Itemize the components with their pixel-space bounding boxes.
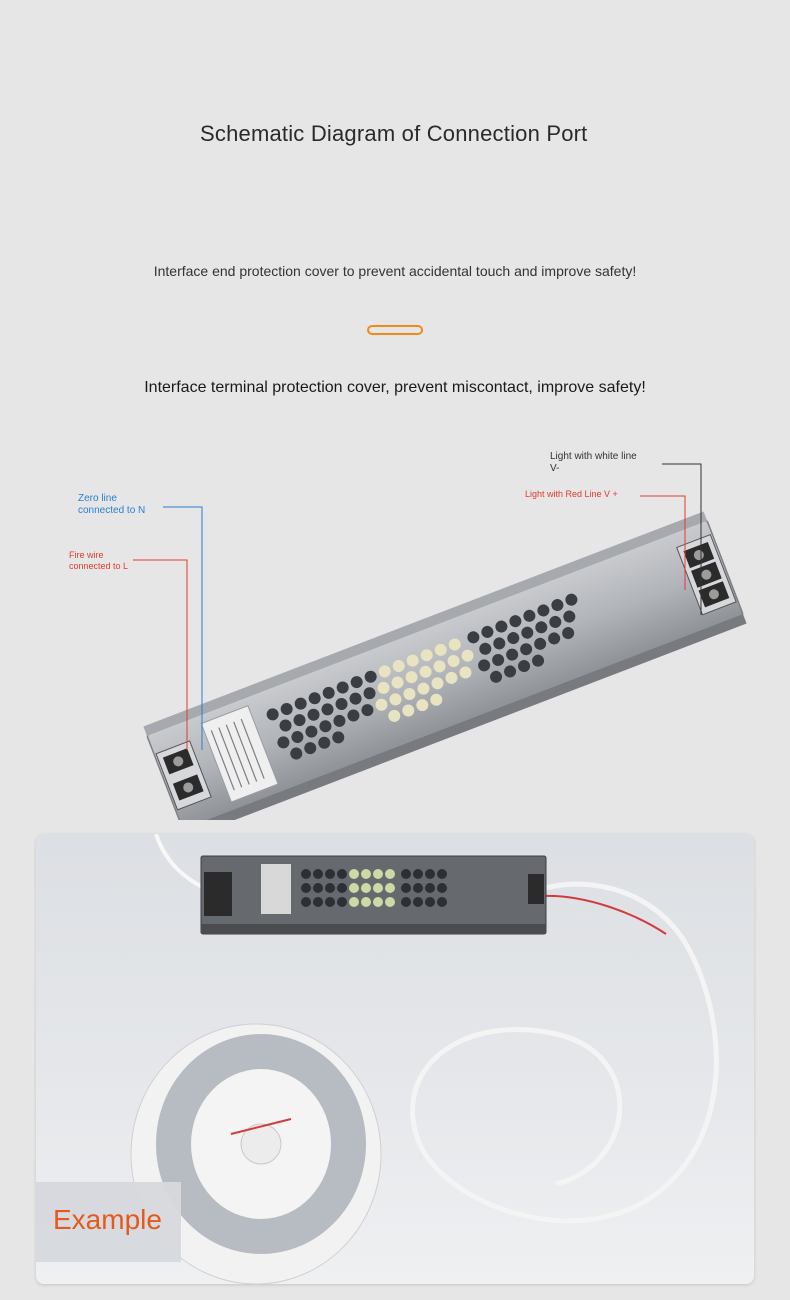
red-line-label: Light with Red Line V +: [525, 489, 618, 499]
accent-divider: [367, 325, 423, 335]
example-label: Example: [53, 1204, 162, 1235]
white-line-label: [550, 451, 637, 475]
page-title: Schematic Diagram of Connection Port: [200, 121, 588, 146]
white-line-label-line1: Light with white line: [550, 451, 637, 462]
fire-wire-label-line2: connected to L: [69, 561, 129, 571]
zero-line-label: [78, 493, 145, 517]
zero-line-label-line2: connected to N: [78, 505, 146, 516]
power-supply-diagram: [0, 430, 790, 820]
fire-wire-label: [69, 550, 128, 572]
headline: Interface terminal protection cover, prevent miscontact, improve safety!: [144, 379, 646, 396]
zero-line-label-line1: Zero line: [78, 493, 117, 504]
power-supply-illustration: [0, 430, 790, 820]
fire-wire-label-line1: Fire wire: [69, 550, 104, 560]
subtitle: Interface end protection cover to prevent accidental touch and improve safety!: [153, 263, 637, 279]
example-photo: [36, 834, 754, 1284]
example-label-box: [36, 1182, 181, 1262]
white-line-label-line2: V-: [550, 463, 560, 474]
